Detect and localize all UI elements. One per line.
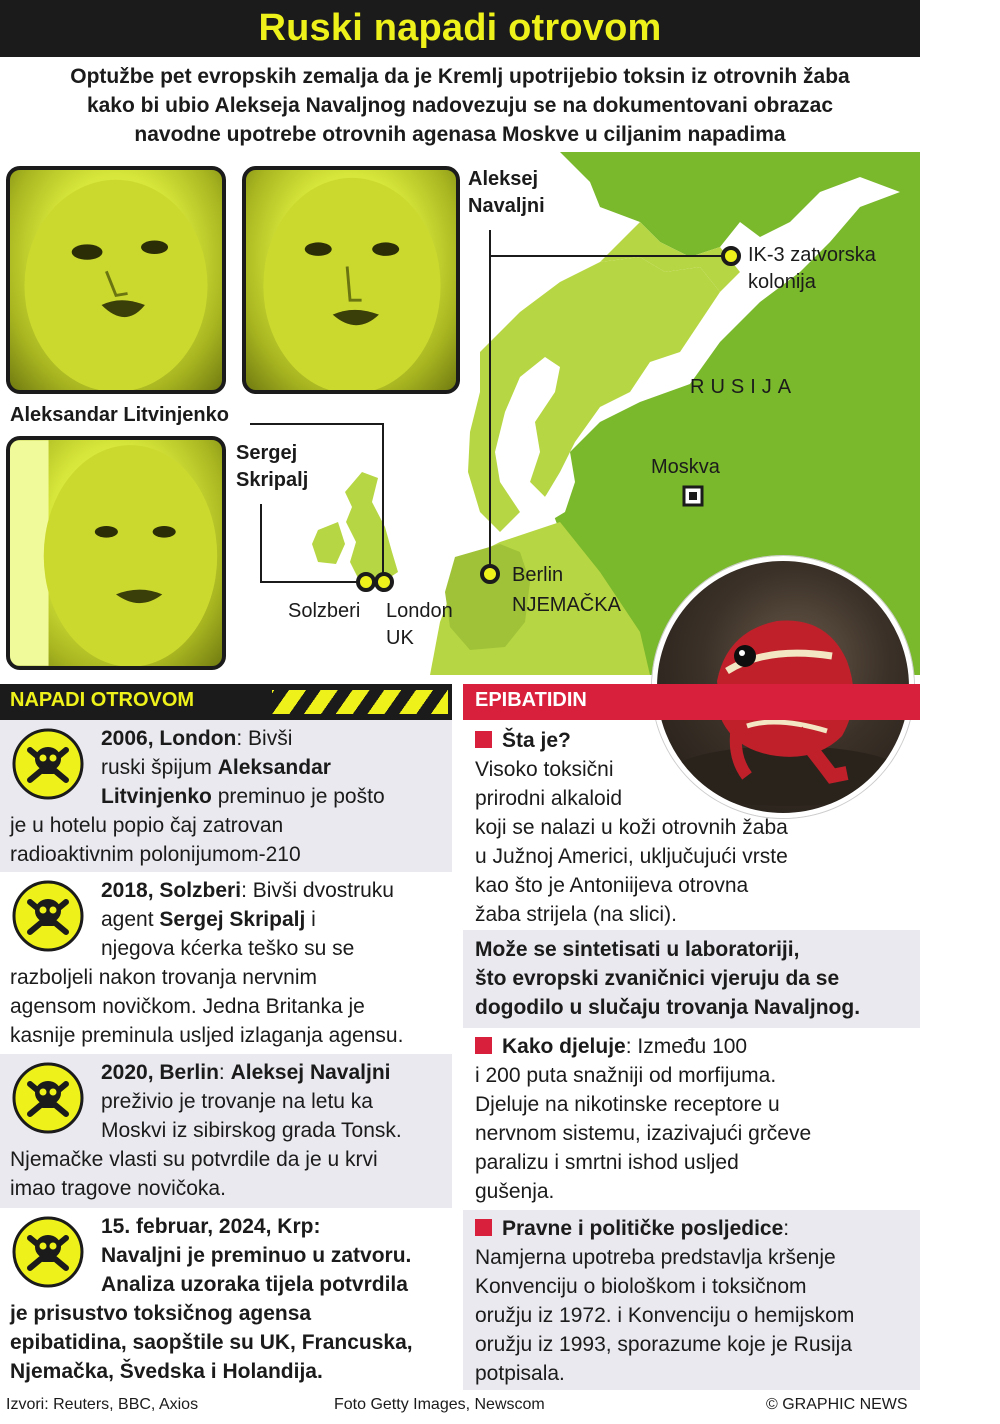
face-icon bbox=[246, 170, 456, 390]
attack-line: Litvinjenko preminuo je pošto bbox=[101, 785, 385, 808]
what-line: kao što je Antoniijeva otrovna bbox=[475, 874, 749, 897]
attack-line: radioaktivnim polonijumom-210 bbox=[10, 843, 301, 866]
uk-landmass bbox=[345, 472, 398, 584]
label-moscow: Moskva bbox=[651, 456, 720, 478]
attack-line: njegova kćerka teško su se bbox=[101, 937, 355, 960]
attack-line: agensom novičkom. Jedna Britanka je bbox=[10, 995, 365, 1018]
attack-line: 2020, Berlin: Aleksej Navaljni bbox=[101, 1061, 391, 1084]
attack-line: razboljeli nakon trovanja nervnim bbox=[10, 966, 317, 989]
label-navalny: Aleksej Navaljni bbox=[468, 168, 545, 217]
synth-line: što evropski zvaničnici vjeruju da se bbox=[475, 967, 840, 990]
synth-line: Može se sintetisati u laboratoriji, bbox=[475, 938, 800, 961]
how-line: nervnom sistemu, izazivajući grčeve bbox=[475, 1122, 812, 1145]
ireland-landmass bbox=[312, 522, 345, 564]
legal-title: Pravne i političke posljedice bbox=[502, 1217, 784, 1240]
what-is-it-block bbox=[463, 720, 920, 930]
how-line: paralizu i smrtni ishod usljed bbox=[475, 1151, 739, 1174]
attack-line: agent Sergej Skripalj i bbox=[101, 908, 316, 931]
attack-entry bbox=[0, 1208, 452, 1392]
red-square-icon bbox=[475, 1219, 492, 1236]
synthesis-block bbox=[463, 930, 920, 1028]
how-line: gušenja. bbox=[475, 1180, 555, 1203]
red-square-icon bbox=[475, 1037, 492, 1054]
label-skripal: Sergej Skripalj bbox=[236, 442, 309, 491]
attack-line: 15. februar, 2024, Krp: bbox=[101, 1215, 321, 1238]
how-title: Kako djeluje bbox=[502, 1035, 626, 1058]
how-line: i 200 puta snažniji od morfijuma. bbox=[475, 1064, 777, 1087]
label-london: London UK bbox=[386, 600, 453, 649]
red-square-icon bbox=[475, 731, 492, 748]
right-panel-header bbox=[463, 684, 920, 720]
sources-text: Izvori: Reuters, BBC, Axios bbox=[6, 1396, 199, 1413]
attack-line: 2018, Solzberi: Bivši dvostruku bbox=[101, 879, 394, 902]
attack-line: Njemačka, Švedska i Holandija. bbox=[10, 1360, 323, 1383]
legal-block: Pravne i političke posljedice: Namjerna upotreba predstavlja kršenje Konvenciju o biološkom i toksičnom oružju iz 1972. i Konvenciju o hemijskom oružju iz 1993, sporazume koje je Rusija potpisala. bbox=[463, 1210, 920, 1390]
label-russia: RUSIJA bbox=[690, 376, 798, 398]
attack-line: Analiza uzoraka tijela potvrdila bbox=[101, 1273, 408, 1296]
attack-line: Navaljni je preminuo u zatvoru. bbox=[101, 1244, 412, 1267]
photo-credit: Foto Getty Images, Newscom bbox=[334, 1396, 545, 1413]
legal-line: oružju iz 1972. i Konvenciju o hemijskom bbox=[475, 1304, 855, 1327]
page-title: Ruski napadi otrovom bbox=[258, 7, 662, 49]
label-colony: IK-3 zatvorska kolonija bbox=[748, 244, 876, 293]
what-line: žaba strijela (na slici). bbox=[475, 903, 677, 926]
subtitle bbox=[0, 62, 920, 149]
subtitle-line: Optužbe pet evropskih zemalja da je Kremlj upotrijebio toksin iz otrovnih žaba bbox=[70, 65, 850, 88]
what-line: u Južnoj Americi, uključujući vrste bbox=[475, 845, 788, 868]
right-panel-title: EPIBATIDIN bbox=[475, 689, 587, 711]
what-line: Visoko toksični bbox=[475, 758, 614, 781]
london-marker bbox=[376, 574, 392, 590]
attack-entry bbox=[0, 720, 452, 872]
attack-line: 2006, London: Bivši bbox=[101, 727, 293, 750]
attack-line: preživio je trovanje na letu ka bbox=[101, 1090, 373, 1113]
title-bar bbox=[0, 0, 920, 57]
berlin-marker bbox=[482, 566, 498, 582]
legal-line: oružju iz 1993, sporazume koje je Rusija bbox=[475, 1333, 853, 1356]
synth-line: dogodilo u slučaju trovanja Navaljnog. bbox=[475, 996, 861, 1019]
attack-line: ruski špijum Aleksandar bbox=[101, 756, 331, 779]
subtitle-line: kako bi ubio Alekseja Navaljnog nadovezuju se na dokumentovani obrazac bbox=[86, 94, 834, 117]
attack-line: Njemačke vlasti su potvrdile da je u krvi bbox=[10, 1148, 378, 1171]
what-line: prirodni alkaloid bbox=[475, 787, 623, 810]
hazard-stripes bbox=[272, 690, 448, 714]
photo-litvinenko-portrait bbox=[6, 166, 226, 394]
moscow-marker-inner bbox=[689, 492, 697, 500]
legal-line: potpisala. bbox=[475, 1362, 565, 1385]
left-panel-title: NAPADI OTROVOM bbox=[10, 689, 195, 711]
face-icon bbox=[10, 170, 222, 390]
label-germany: NJEMAČKA bbox=[512, 594, 621, 616]
attack-line: imao tragove novičoka. bbox=[10, 1177, 226, 1200]
label-litvinenko: Aleksandar Litvinjenko bbox=[10, 404, 229, 426]
salisbury-marker bbox=[358, 574, 374, 590]
legal-line: Namjerna upotreba predstavlja kršenje bbox=[475, 1246, 836, 1269]
copyright-text: © GRAPHIC NEWS bbox=[766, 1396, 908, 1413]
what-line: koji se nalazi u koži otrovnih žaba bbox=[475, 816, 788, 839]
attack-line: epibatidina, saopštile su UK, Francuska, bbox=[10, 1331, 413, 1354]
attack-line: je prisustvo toksičnog agensa bbox=[10, 1302, 312, 1325]
what-title: Šta je? bbox=[502, 729, 571, 752]
attack-line: je u hotelu popio čaj zatrovan bbox=[10, 814, 284, 837]
label-berlin: Berlin bbox=[512, 564, 564, 586]
attack-entry bbox=[0, 872, 452, 1054]
colony-marker bbox=[723, 248, 739, 264]
subtitle-line: navodne upotrebe otrovnih agenasa Moskve u ciljanim napadima bbox=[134, 123, 786, 146]
legal-line: Konvenciju o biološkom i toksičnom bbox=[475, 1275, 807, 1298]
attack-line: kasnije preminula usljed izlaganja agensu. bbox=[10, 1024, 404, 1047]
photo-navalny-portrait bbox=[242, 166, 460, 394]
attack-line: Moskvi iz sibirskog grada Tonsk. bbox=[101, 1119, 402, 1142]
photo-skripal-portrait bbox=[6, 436, 226, 670]
how-line: Djeluje na nikotinske receptore u bbox=[475, 1093, 780, 1116]
face-icon bbox=[10, 440, 222, 666]
how-it-works-block bbox=[463, 1028, 920, 1210]
attack-entry bbox=[0, 1054, 452, 1208]
how-first: : Između 100 bbox=[625, 1035, 748, 1058]
left-panel-header bbox=[0, 684, 452, 720]
label-salisbury: Solzberi bbox=[288, 600, 361, 622]
